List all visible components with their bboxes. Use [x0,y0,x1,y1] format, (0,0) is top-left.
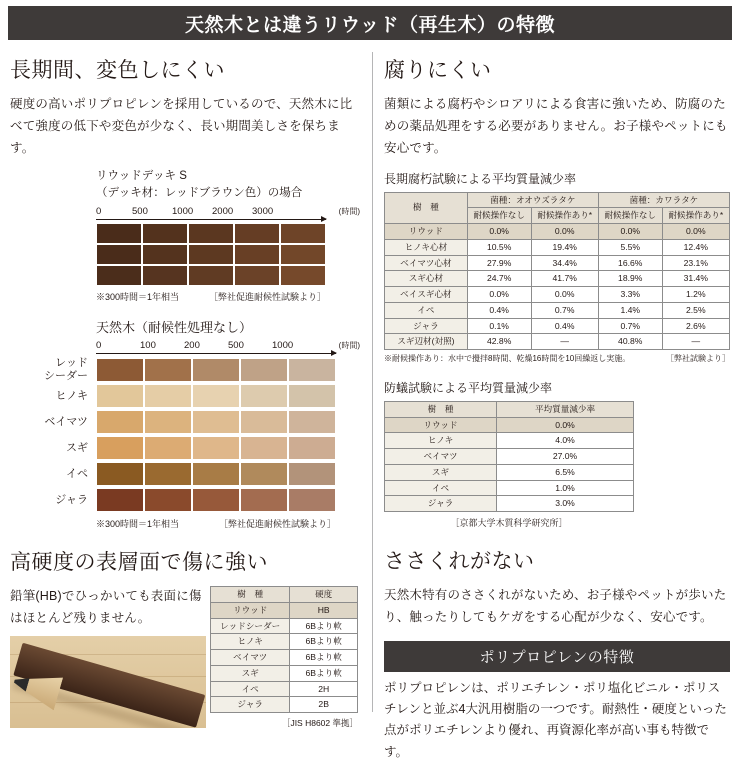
table-row [211,618,358,634]
table-subheader-cell: 耐候操作なし [467,208,531,224]
chart2-row-swatches [96,384,336,408]
table-cell: 18.9% [598,271,662,287]
chart1-swatch-cell [234,265,280,286]
table-cell: 6.5% [497,464,634,480]
table-cell: 31.4% [662,271,729,287]
chart2-swatch-cell [144,436,192,460]
table-cell: 0.0% [467,224,531,240]
column-divider [372,52,373,712]
chart2-row-swatches [96,436,336,460]
table-cell: 3.0% [497,496,634,512]
chart1-swatch-cell [142,244,188,265]
table-row [385,449,634,465]
rot-table-termite [384,401,634,512]
rot-table1-note-right: ［弊社試験より］ [666,353,730,363]
chart2-caption: 天然木（耐候性処理なし） [96,320,253,336]
chart2-swatch-cell [192,462,240,486]
chart1-tick-2: 1000 [172,206,194,218]
table-cell: ジャラ [385,496,497,512]
table-subheader-cell: 耐候操作なし [598,208,662,224]
table-cell: 6Bより軟 [290,650,358,666]
chart2-row-label: イペ [66,467,88,480]
table-cell: 27.9% [467,255,531,271]
section-body-fade: 硬度の高いポリプロピレンを採用しているので、天然木に比べて強度の低下や変色が少なく、長い期間美しさを保ちます。 [10,97,353,155]
table-header-cell: 平均質量減少率 [497,401,634,417]
table-cell: 0.4% [531,318,598,334]
table-cell: 42.8% [467,334,531,350]
table-header-cell: 樹 種 [211,587,290,603]
table-row [385,271,730,287]
table-row [385,287,730,303]
chart2-tick-2: 200 [184,340,200,352]
hardness-table [210,586,358,713]
table-cell: イペ [385,480,497,496]
chart1-notes [96,290,326,303]
chart1-swatch-cell [234,223,280,244]
hardness-jis-note: ［JIS H8602 準拠］ [281,718,358,728]
table-cell: 0.7% [531,302,598,318]
chart2-swatch-cell [240,488,288,512]
chart2-swatch-cell [288,488,336,512]
chart2-swatch-rows [10,357,360,513]
table-cell: 4.0% [497,433,634,449]
chart2-note-right: ［弊社促進耐候性試験より］ [218,519,336,530]
chart2-row [10,435,360,461]
table-cell: 16.6% [598,255,662,271]
chart2-swatch-cell [144,488,192,512]
page-header [8,6,732,40]
chart2-row-swatches [96,410,336,434]
table-row [385,334,730,350]
table-cell: 12.4% [662,239,729,255]
pp-feature-title: ポリプロピレンの特徴 [384,641,730,672]
rot-table1-notes [384,353,730,365]
hardness-left [10,586,206,729]
table-cell: 23.1% [662,255,729,271]
table-cell: 2.6% [662,318,729,334]
table-header-cell: 樹 種 [385,192,468,223]
chart2-swatch-cell [240,410,288,434]
table-cell: スギ [385,464,497,480]
table-row [211,602,358,618]
chart2-swatch-cell [144,410,192,434]
table-cell: 6Bより軟 [290,634,358,650]
chart1-axis-line [96,219,326,220]
left-column [10,46,370,763]
chart1-swatch-cell [96,223,142,244]
content-columns [0,46,740,763]
table-cell: 19.4% [531,239,598,255]
table-cell: 0.0% [531,224,598,240]
table-cell: イペ [385,302,468,318]
chart2-swatch-cell [96,488,144,512]
chart1-axis-unit: (時間) [338,207,360,217]
chart2-swatch-cell [288,410,336,434]
chart2-swatch-cell [192,488,240,512]
pp-feature-body: ポリプロピレンは、ポリエチレン・ポリ塩化ビニル・ポリスチレンと並ぶ4大汎用樹脂の一つです。耐熱性・硬度といった点がポリエチレンより優れ、再資源化率が高い事も特徴です。 [384,680,727,759]
pencil-illustration [10,636,206,728]
table-cell: 41.7% [531,271,598,287]
table-row [385,464,634,480]
table-row [211,634,358,650]
table-cell: 0.0% [662,224,729,240]
chart2-row [10,383,360,409]
chart1-swatch-cell [280,223,326,244]
table-row [385,480,634,496]
table-cell: スギ辺材(対照) [385,334,468,350]
table-cell: ベイマツ [211,650,290,666]
chart2-swatch-cell [288,384,336,408]
chart2-tick-1: 100 [140,340,156,352]
chart2-axis-unit: (時間) [338,341,360,351]
table-cell: 0.4% [467,302,531,318]
chart2-row-label: スギ [66,441,88,454]
chart2-swatch-cell [192,410,240,434]
chart2-swatch-cell [96,410,144,434]
table-header-group: 菌種：オオウズラタケ [467,192,598,208]
table-cell: 0.0% [531,287,598,303]
chart1-caption [96,168,360,203]
table-cell: 6Bより軟 [290,665,358,681]
chart2-swatch-cell [288,436,336,460]
section-heading-fade: 長期間、変色しにくい [10,59,225,82]
section-heading-rot: 腐りにくい [384,59,492,82]
chart1-swatch-cell [96,244,142,265]
chart2-swatch-cell [240,462,288,486]
chart1-swatch-grid [96,223,360,286]
table-cell: 3.3% [598,287,662,303]
chart2-swatch-cell [96,436,144,460]
chart1-swatch-cell [188,265,234,286]
chart2-swatch-cell [144,358,192,382]
table-cell: スギ心材 [385,271,468,287]
table-cell: ジャラ [385,318,468,334]
table-cell: 0.7% [598,318,662,334]
chart2-swatch-cell [240,358,288,382]
chart2-row-swatches [96,488,336,512]
table-cell: 5.5% [598,239,662,255]
pp-feature-box [384,641,730,763]
table-cell: リウッド [385,224,468,240]
table-cell: ジャラ [211,697,290,713]
chart2-row-label: ベイマツ [44,415,88,428]
chart2-row-label: ジャラ [55,493,88,506]
chart1-swatch-row [96,223,360,244]
chart2-swatch-cell [144,462,192,486]
table-cell: 2B [290,697,358,713]
chart2-row [10,409,360,435]
chart1-swatch-cell [188,223,234,244]
chart2-swatch-cell [288,358,336,382]
chart1-tick-0: 0 [96,206,102,218]
chart1-tick-4: 3000 [252,206,274,218]
rot-table1-note-left: ※耐候操作あり：水中で攪拌8時間、乾燥16時間を10回繰返し実施。 [384,353,631,363]
chart1-swatch-cell [280,244,326,265]
chart2-swatch-cell [96,358,144,382]
chart2-axis-ticks [96,340,360,353]
table-row [385,417,634,433]
table-cell: HB [290,602,358,618]
table-cell: 2.5% [662,302,729,318]
table-cell: スギ [211,665,290,681]
table-row [385,255,730,271]
table-row [385,496,634,512]
fade-chart-natural [10,317,360,530]
table-cell: イペ [211,681,290,697]
table-cell: リウッド [385,417,497,433]
table-cell: 2H [290,681,358,697]
page-title: 天然木とは違うリウッド（再生木）の特徴 [184,14,556,36]
table-cell: 0.0% [598,224,662,240]
chart1-swatch-cell [96,265,142,286]
table-cell: — [662,334,729,350]
table-cell: ヒノキ [385,433,497,449]
chart2-row [10,487,360,513]
chart2-swatch-cell [192,436,240,460]
table-row [211,681,358,697]
chart2-row-swatches [96,462,336,486]
chart2-row-label: レッド シーダー [44,357,88,383]
table-header-cell: 樹 種 [385,401,497,417]
chart1-swatch-cell [142,265,188,286]
table-cell: 24.7% [467,271,531,287]
table-cell: リウッド [211,602,290,618]
table-cell: ベイスギ心材 [385,287,468,303]
table-row [385,224,730,240]
chart1-note-right: ［弊社促進耐候性試験より］ [208,292,326,303]
chart2-row [10,461,360,487]
chart2-axis-line [96,353,336,354]
table-header-group: 菌種：カワラタケ [598,192,729,208]
rot-table2-credit: ［京都大学木質科学研究所］ [450,518,568,529]
chart2-swatch-cell [96,462,144,486]
chart1-swatch-cell [142,223,188,244]
chart2-swatch-cell [288,462,336,486]
table-cell: 40.8% [598,334,662,350]
rot-table-decay [384,192,730,350]
table-cell: 10.5% [467,239,531,255]
table-cell: 0.0% [497,417,634,433]
chart2-row-swatches [96,358,336,382]
table-cell: 34.4% [531,255,598,271]
chart1-caption-line2: （デッキ材：レッドブラウン色）の場合 [96,186,303,199]
chart2-swatch-cell [192,358,240,382]
chart2-row-label: ヒノキ [55,389,88,402]
table-cell: 1.2% [662,287,729,303]
chart1-swatch-cell [234,244,280,265]
chart2-note-left: ※300時間＝1年相当 [96,519,180,530]
chart2-swatch-cell [144,384,192,408]
table-cell: ベイマツ心材 [385,255,468,271]
table-cell: — [531,334,598,350]
chart2-swatch-cell [96,384,144,408]
chart2-tick-0: 0 [96,340,102,352]
chart2-tick-4: 1000 [272,340,294,352]
table-cell: レッドシーダー [211,618,290,634]
rot-table1-title: 長期腐朽試験による平均質量減少率 [384,171,577,186]
chart1-swatch-cell [280,265,326,286]
table-row [211,697,358,713]
section-heading-hardness: 高硬度の表層面で傷に強い [10,551,268,575]
chart1-caption-line1: リウッドデッキ S [96,169,187,182]
chart1-note-left: ※300時間＝1年相当 [96,292,180,303]
table-row [211,665,358,681]
chart1-swatch-row [96,244,360,265]
table-row [385,239,730,255]
table-subheader-cell: 耐候操作あり* [531,208,598,224]
table-cell: 6Bより軟 [290,618,358,634]
table-header-cell: 硬度 [290,587,358,603]
table-subheader-cell: 耐候操作あり* [662,208,729,224]
chart2-tick-3: 500 [228,340,244,352]
table-row [211,650,358,666]
right-column [370,46,730,763]
table-cell: ヒノキ心材 [385,239,468,255]
chart2-notes [96,517,336,530]
fade-chart-riwood [10,168,360,304]
chart2-swatch-cell [240,384,288,408]
table-cell: ヒノキ [211,634,290,650]
chart1-tick-1: 500 [132,206,148,218]
chart1-tick-3: 2000 [212,206,234,218]
chart1-swatch-cell [188,244,234,265]
section-body-hardness: 鉛筆(HB)でひっかいても表面に傷はほとんど残りません。 [10,589,202,625]
table-cell: 1.0% [497,480,634,496]
table-row [385,433,634,449]
chart1-swatch-row [96,265,360,286]
hardness-right [206,586,358,729]
rot-table2-title: 防蟻試験による平均質量減少率 [384,380,553,395]
section-body-rot: 菌類による腐朽やシロアリによる食害に強いため、防腐のための薬品処理をする必要がありません。お子様やペットにも安心です。 [384,97,728,155]
section-heading-splinter: ささくれがない [384,550,535,574]
hardness-content [10,586,360,729]
table-cell: ベイマツ [385,449,497,465]
table-cell: 27.0% [497,449,634,465]
chart2-row [10,357,360,383]
table-row [385,318,730,334]
chart2-swatch-cell [192,384,240,408]
section-body-splinter: 天然木特有のささくれがないため、お子様やペットが歩いたり、触ったりしてもケガをする心配が少なく、安心です。 [384,588,727,624]
table-cell: 0.1% [467,318,531,334]
page-root [0,6,740,759]
chart2-swatch-cell [240,436,288,460]
table-cell: 0.0% [467,287,531,303]
table-cell: 1.4% [598,302,662,318]
table-row [385,302,730,318]
